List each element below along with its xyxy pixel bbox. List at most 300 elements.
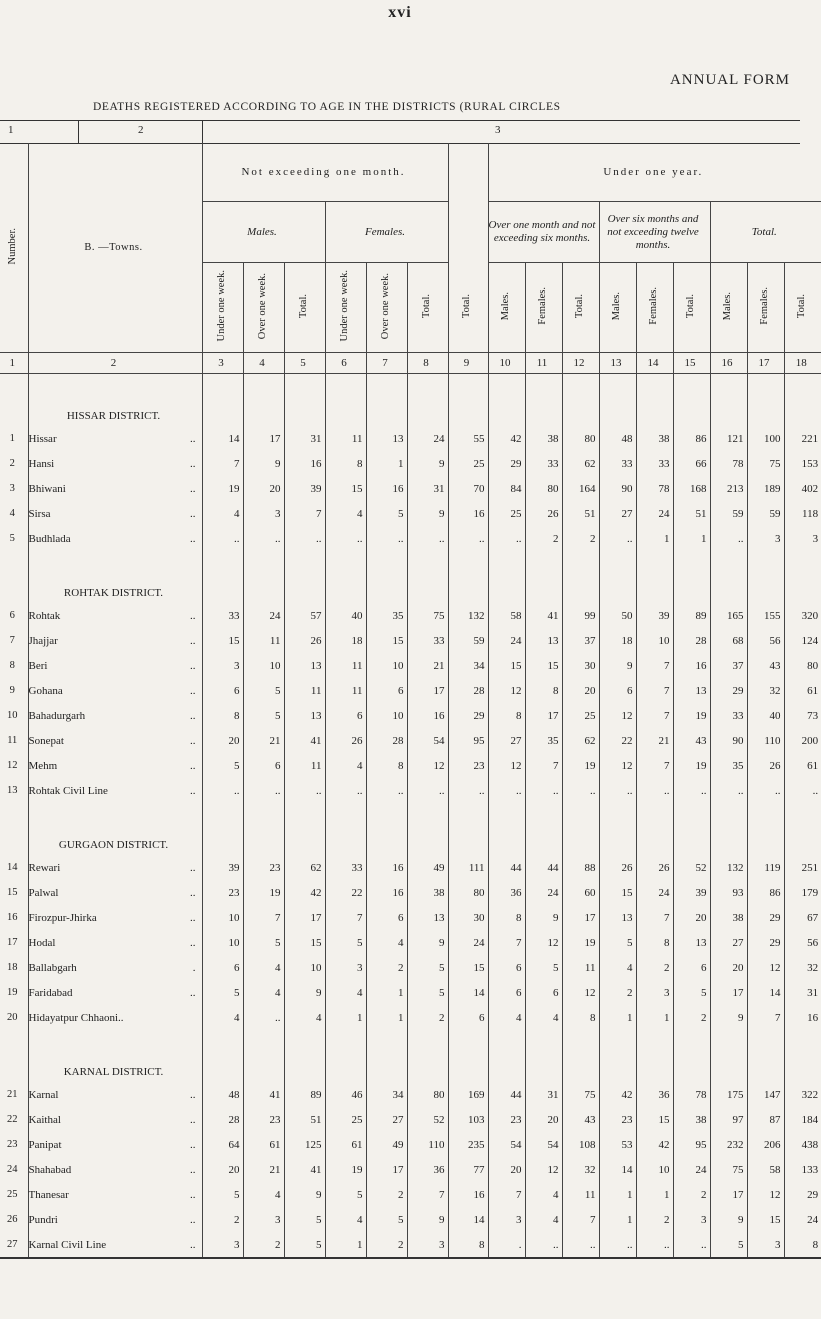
- value-cell: 103: [448, 1107, 488, 1132]
- row-number: 6: [9, 610, 15, 621]
- value-cell: 9: [599, 653, 636, 678]
- value-cell: 5: [243, 678, 284, 703]
- value-cell: 38: [636, 426, 673, 451]
- value-cell: 2: [525, 526, 562, 551]
- row-number: 13: [7, 785, 18, 796]
- value-cell: 58: [488, 603, 525, 628]
- leader-dots: ..: [190, 1213, 196, 1226]
- value-cell: 6: [366, 678, 407, 703]
- value-cell: 2: [366, 1232, 407, 1258]
- value-cell: 165: [710, 603, 747, 628]
- value-cell: 39: [284, 476, 325, 501]
- value-cell: 14: [448, 980, 488, 1005]
- value-cell: 5: [284, 1207, 325, 1232]
- empty-cell: [784, 803, 821, 855]
- value-cell: 6: [448, 1005, 488, 1030]
- value-cell: 10: [636, 1157, 673, 1182]
- town-name: [28, 603, 202, 628]
- value-cell: 10: [202, 905, 243, 930]
- value-cell: 200: [784, 728, 821, 753]
- empty-cell: [673, 1030, 710, 1082]
- value-cell: ..: [673, 778, 710, 803]
- empty-cell: [284, 803, 325, 855]
- table-row: [0, 1232, 821, 1258]
- value-cell: 39: [636, 603, 673, 628]
- empty-cell: [747, 803, 784, 855]
- value-cell: 100: [747, 426, 784, 451]
- column-number: 17: [747, 353, 784, 374]
- table-row: [0, 451, 821, 476]
- value-cell: 4: [325, 1207, 366, 1232]
- value-cell: ..: [284, 526, 325, 551]
- value-cell: 16: [366, 855, 407, 880]
- value-cell: 20: [562, 678, 599, 703]
- value-cell: 43: [673, 728, 710, 753]
- value-cell: 4: [243, 1182, 284, 1207]
- value-cell: 4: [488, 1005, 525, 1030]
- value-cell: 5: [366, 501, 407, 526]
- value-cell: 2: [636, 955, 673, 980]
- value-cell: 3: [202, 1232, 243, 1258]
- value-cell: 5: [599, 930, 636, 955]
- town-name-text: Hodal: [28, 936, 56, 949]
- value-cell: 6: [673, 955, 710, 980]
- value-cell: 34: [448, 653, 488, 678]
- leader-dots: ..: [190, 986, 196, 999]
- value-cell: 49: [366, 1132, 407, 1157]
- value-cell: 322: [784, 1082, 821, 1107]
- value-cell: 97: [710, 1107, 747, 1132]
- value-cell: 12: [525, 930, 562, 955]
- page-title: ANNUAL FORM: [669, 72, 790, 88]
- town-name: [28, 905, 202, 930]
- value-cell: 77: [448, 1157, 488, 1182]
- value-cell: 18: [599, 628, 636, 653]
- value-cell: 36: [636, 1082, 673, 1107]
- value-cell: ..: [673, 1232, 710, 1258]
- value-cell: ..: [525, 1232, 562, 1258]
- value-cell: 6: [243, 753, 284, 778]
- value-cell: 125: [284, 1132, 325, 1157]
- town-name: [28, 653, 202, 678]
- district-name: ROHTAK DISTRICT.: [28, 551, 202, 603]
- empty-cell: [284, 1030, 325, 1082]
- district-name: KARNAL DISTRICT.: [28, 1030, 202, 1082]
- value-cell: 11: [243, 628, 284, 653]
- value-cell: 21: [243, 728, 284, 753]
- value-cell: ..: [784, 778, 821, 803]
- value-cell: 24: [488, 628, 525, 653]
- value-cell: 15: [366, 628, 407, 653]
- value-cell: 54: [407, 728, 448, 753]
- value-cell: 5: [284, 1232, 325, 1258]
- value-cell: 20: [243, 476, 284, 501]
- value-cell: 8: [448, 1232, 488, 1258]
- town-name: [28, 1132, 202, 1157]
- leader-dots: ..: [190, 861, 196, 874]
- value-cell: 26: [599, 855, 636, 880]
- leader-dots: ..: [190, 886, 196, 899]
- row-number: 21: [7, 1089, 18, 1100]
- column-number: 1: [0, 353, 28, 374]
- value-cell: 1: [325, 1005, 366, 1030]
- value-cell: ..: [710, 778, 747, 803]
- value-cell: 51: [284, 1107, 325, 1132]
- value-cell: 124: [784, 628, 821, 653]
- value-cell: 23: [243, 855, 284, 880]
- value-cell: 7: [243, 905, 284, 930]
- value-cell: 33: [710, 703, 747, 728]
- value-cell: 59: [747, 501, 784, 526]
- empty-cell: [710, 803, 747, 855]
- leader-dots: ..: [190, 1088, 196, 1101]
- value-cell: 24: [673, 1157, 710, 1182]
- town-name: [28, 526, 202, 551]
- value-cell: 16: [284, 451, 325, 476]
- empty-cell: [407, 1030, 448, 1082]
- value-cell: 179: [784, 880, 821, 905]
- district-heading-row: [0, 803, 821, 855]
- table-row: [0, 1132, 821, 1157]
- town-name-text: Faridabad: [28, 986, 73, 999]
- col-total-3: Total.: [784, 263, 821, 353]
- column-number: 13: [599, 353, 636, 374]
- col-females-1: Females.: [525, 263, 562, 353]
- value-cell: 1: [636, 526, 673, 551]
- value-cell: 27: [488, 728, 525, 753]
- value-cell: 9: [284, 1182, 325, 1207]
- value-cell: 251: [784, 855, 821, 880]
- value-cell: 37: [562, 628, 599, 653]
- value-cell: 38: [407, 880, 448, 905]
- value-cell: 32: [747, 678, 784, 703]
- value-cell: 1: [366, 980, 407, 1005]
- district-heading-row: [0, 1030, 821, 1082]
- value-cell: 86: [747, 880, 784, 905]
- value-cell: 28: [366, 728, 407, 753]
- value-cell: 29: [784, 1182, 821, 1207]
- value-cell: 164: [562, 476, 599, 501]
- value-cell: 147: [747, 1082, 784, 1107]
- value-cell: 13: [673, 930, 710, 955]
- empty-cell: [562, 803, 599, 855]
- value-cell: 6: [488, 955, 525, 980]
- table-row: [0, 1107, 821, 1132]
- value-cell: 19: [243, 880, 284, 905]
- column-number: 7: [366, 353, 407, 374]
- value-cell: 402: [784, 476, 821, 501]
- empty-cell: [525, 551, 562, 603]
- value-cell: 16: [448, 501, 488, 526]
- value-cell: 169: [448, 1082, 488, 1107]
- value-cell: ..: [407, 778, 448, 803]
- value-cell: 61: [325, 1132, 366, 1157]
- district-name: GURGAON DISTRICT.: [28, 803, 202, 855]
- value-cell: 23: [448, 753, 488, 778]
- value-cell: ..: [284, 778, 325, 803]
- col-total-2: Total.: [673, 263, 710, 353]
- town-name: [28, 426, 202, 451]
- value-cell: 33: [202, 603, 243, 628]
- col-females-2: Females.: [636, 263, 673, 353]
- value-cell: ..: [243, 526, 284, 551]
- district-heading-row: [0, 551, 821, 603]
- value-cell: 31: [525, 1082, 562, 1107]
- empty-cell: [636, 1030, 673, 1082]
- value-cell: 17: [243, 426, 284, 451]
- value-cell: 93: [710, 880, 747, 905]
- leader-dots: ..: [190, 1238, 196, 1251]
- col-total-m: Total.: [284, 263, 325, 353]
- value-cell: 64: [202, 1132, 243, 1157]
- empty-cell: [284, 374, 325, 427]
- value-cell: 89: [284, 1082, 325, 1107]
- table-row: [0, 955, 821, 980]
- value-cell: 6: [202, 955, 243, 980]
- empty-cell: [488, 803, 525, 855]
- table-row: [0, 526, 821, 551]
- town-name: [28, 1232, 202, 1258]
- row-number: 17: [7, 937, 18, 948]
- leader-dots: .: [192, 961, 196, 974]
- value-cell: ..: [448, 778, 488, 803]
- value-cell: 3: [488, 1207, 525, 1232]
- value-cell: 15: [525, 653, 562, 678]
- value-cell: 4: [325, 980, 366, 1005]
- table-row: [0, 1207, 821, 1232]
- value-cell: 43: [747, 653, 784, 678]
- value-cell: 29: [710, 678, 747, 703]
- col-over-one-week-f: Over one week.: [366, 263, 407, 353]
- value-cell: ..: [599, 1232, 636, 1258]
- leader-dots: ..: [190, 784, 196, 797]
- value-cell: 1: [636, 1182, 673, 1207]
- leader-dots: ..: [190, 1138, 196, 1151]
- value-cell: 13: [366, 426, 407, 451]
- value-cell: 59: [448, 628, 488, 653]
- value-cell: 78: [673, 1082, 710, 1107]
- value-cell: ..: [202, 526, 243, 551]
- empty-cell: [525, 374, 562, 427]
- value-cell: 80: [784, 653, 821, 678]
- empty-cell: [599, 1030, 636, 1082]
- empty-cell: [599, 374, 636, 427]
- value-cell: 5: [525, 955, 562, 980]
- town-name: [28, 855, 202, 880]
- value-cell: 21: [243, 1157, 284, 1182]
- value-cell: 4: [525, 1005, 562, 1030]
- value-cell: 12: [747, 1182, 784, 1207]
- value-cell: 33: [525, 451, 562, 476]
- value-cell: 6: [202, 678, 243, 703]
- value-cell: 4: [325, 753, 366, 778]
- value-cell: 27: [599, 501, 636, 526]
- value-cell: 11: [562, 955, 599, 980]
- table-row: [0, 653, 821, 678]
- value-cell: 232: [710, 1132, 747, 1157]
- value-cell: 22: [599, 728, 636, 753]
- empty-cell: [448, 374, 488, 427]
- value-cell: 168: [673, 476, 710, 501]
- town-name: [28, 1107, 202, 1132]
- town-name-text: Rohtak Civil Line: [28, 784, 108, 797]
- row-number: [0, 1030, 28, 1082]
- value-cell: 4: [599, 955, 636, 980]
- empty-cell: [325, 1030, 366, 1082]
- value-cell: 5: [243, 703, 284, 728]
- value-cell: 12: [525, 1157, 562, 1182]
- value-cell: ..: [243, 1005, 284, 1030]
- value-cell: 14: [448, 1207, 488, 1232]
- value-cell: 37: [710, 653, 747, 678]
- number-header: Number.: [0, 143, 28, 353]
- value-cell: 67: [784, 905, 821, 930]
- value-cell: 7: [525, 753, 562, 778]
- value-cell: 39: [673, 880, 710, 905]
- value-cell: 78: [710, 451, 747, 476]
- value-cell: 17: [284, 905, 325, 930]
- value-cell: 2: [599, 980, 636, 1005]
- empty-cell: [488, 1030, 525, 1082]
- empty-cell: [710, 374, 747, 427]
- value-cell: 9: [710, 1005, 747, 1030]
- empty-cell: [407, 374, 448, 427]
- value-cell: 6: [599, 678, 636, 703]
- value-cell: 206: [747, 1132, 784, 1157]
- value-cell: 7: [747, 1005, 784, 1030]
- value-cell: 3: [636, 980, 673, 1005]
- value-cell: 21: [407, 653, 448, 678]
- value-cell: 3: [243, 501, 284, 526]
- empty-cell: [448, 803, 488, 855]
- males-group-header: Males.: [202, 202, 325, 263]
- value-cell: 3: [243, 1207, 284, 1232]
- table-row: [0, 1005, 821, 1030]
- leader-dots: ..: [190, 507, 196, 520]
- top-column-numbers: [0, 120, 800, 144]
- leader-dots: ..: [190, 759, 196, 772]
- value-cell: 10: [202, 930, 243, 955]
- value-cell: 7: [488, 930, 525, 955]
- column-number: 6: [325, 353, 366, 374]
- row-number: 12: [7, 760, 18, 771]
- value-cell: 15: [747, 1207, 784, 1232]
- value-cell: 88: [562, 855, 599, 880]
- value-cell: 7: [284, 501, 325, 526]
- empty-cell: [673, 374, 710, 427]
- value-cell: ..: [599, 778, 636, 803]
- value-cell: 16: [366, 476, 407, 501]
- value-cell: 17: [710, 1182, 747, 1207]
- town-name: [28, 955, 202, 980]
- column-number: 16: [710, 353, 747, 374]
- value-cell: 33: [636, 451, 673, 476]
- value-cell: 16: [784, 1005, 821, 1030]
- value-cell: 8: [202, 703, 243, 728]
- empty-cell: [747, 374, 784, 427]
- empty-cell: [747, 1030, 784, 1082]
- empty-cell: [673, 551, 710, 603]
- value-cell: 70: [448, 476, 488, 501]
- value-cell: 35: [366, 603, 407, 628]
- value-cell: 24: [243, 603, 284, 628]
- value-cell: 121: [710, 426, 747, 451]
- town-name-text: Rewari: [28, 861, 61, 874]
- value-cell: 2: [366, 955, 407, 980]
- value-cell: 12: [599, 703, 636, 728]
- value-cell: 29: [488, 451, 525, 476]
- value-cell: 110: [747, 728, 784, 753]
- value-cell: 31: [407, 476, 448, 501]
- leader-dots: ..: [190, 911, 196, 924]
- value-cell: 10: [284, 955, 325, 980]
- town-name: [28, 1082, 202, 1107]
- value-cell: 8: [325, 451, 366, 476]
- value-cell: 57: [284, 603, 325, 628]
- table-row: [0, 778, 821, 803]
- col-males-1: Males.: [488, 263, 525, 353]
- empty-cell: [366, 803, 407, 855]
- col-males-2: Males.: [599, 263, 636, 353]
- value-cell: 15: [448, 955, 488, 980]
- value-cell: 32: [562, 1157, 599, 1182]
- row-number: [0, 551, 28, 603]
- value-cell: 4: [243, 980, 284, 1005]
- value-cell: 44: [525, 855, 562, 880]
- value-cell: 8: [488, 905, 525, 930]
- value-cell: 61: [243, 1132, 284, 1157]
- value-cell: 78: [636, 476, 673, 501]
- value-cell: 15: [599, 880, 636, 905]
- col-under-one-week-f: Under one week.: [325, 263, 366, 353]
- empty-cell: [636, 374, 673, 427]
- table-row: [0, 905, 821, 930]
- value-cell: 17: [710, 980, 747, 1005]
- row-number: 18: [7, 962, 18, 973]
- value-cell: 2: [407, 1005, 448, 1030]
- column-number: 2: [28, 353, 202, 374]
- value-cell: 44: [488, 855, 525, 880]
- value-cell: 73: [784, 703, 821, 728]
- empty-cell: [325, 374, 366, 427]
- table-row: [0, 476, 821, 501]
- empty-cell: [488, 551, 525, 603]
- empty-cell: [525, 803, 562, 855]
- value-cell: 35: [525, 728, 562, 753]
- value-cell: 9: [407, 930, 448, 955]
- value-cell: 7: [636, 653, 673, 678]
- district-heading-row: [0, 374, 821, 427]
- value-cell: 17: [525, 703, 562, 728]
- row-number: 10: [7, 710, 18, 721]
- value-cell: 19: [202, 476, 243, 501]
- town-name-text: Shahabad: [28, 1163, 72, 1176]
- town-name-text: Panipat: [28, 1138, 62, 1151]
- value-cell: 13: [599, 905, 636, 930]
- value-cell: 20: [202, 1157, 243, 1182]
- value-cell: 48: [202, 1082, 243, 1107]
- value-cell: 7: [636, 753, 673, 778]
- district-name: HISSAR DISTRICT.: [28, 374, 202, 427]
- col-total-f: Total.: [407, 263, 448, 353]
- value-cell: 34: [366, 1082, 407, 1107]
- value-cell: 84: [488, 476, 525, 501]
- value-cell: 8: [525, 678, 562, 703]
- town-name: [28, 628, 202, 653]
- value-cell: 4: [325, 501, 366, 526]
- value-cell: 9: [243, 451, 284, 476]
- value-cell: 48: [599, 426, 636, 451]
